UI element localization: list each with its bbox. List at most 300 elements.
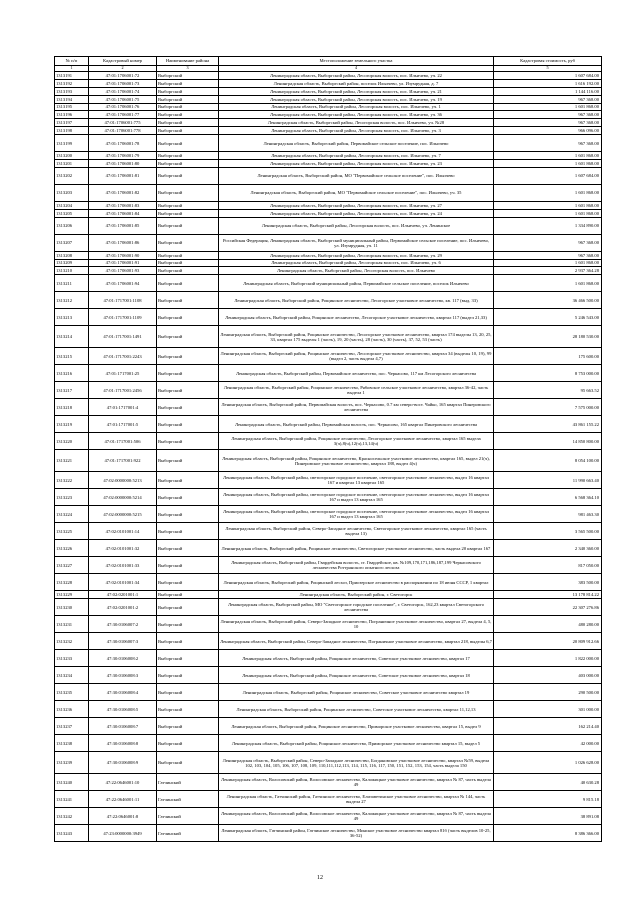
district-name: Выборгский (157, 127, 219, 135)
location-text: Ленинградская область, Выборгский район, Рощинское лесничество, Советское участковое лесничество, квартал 17 (219, 650, 494, 667)
row-number: 1313198 (55, 127, 89, 135)
table-row (55, 119, 602, 127)
table-row (55, 87, 602, 95)
cadastral-value: 8 753 000.00 (494, 365, 602, 382)
cadastral-value: 1 822 000.00 (494, 650, 602, 667)
district-name: Выборгский (157, 399, 219, 416)
cadastral-number: 47:02:0000000:5213 (89, 472, 157, 489)
cadastral-value-table (54, 56, 602, 842)
table-header-row (55, 57, 602, 66)
district-name: Выборгский (157, 259, 219, 267)
cadastral-number: 47:01:1717001:2456 (89, 382, 157, 399)
location-text: Ленинградская область, Выборгский район, Северо-Западное лесничество, Богдановское участковое лесничество, квартал №59, выдела 102, 103, 104, 105, 106, 107, 108, 109, 110,111,112,113, 114, 115, 116, 117, 150, 151, 152, 153, 154, часть выдела 150 (219, 752, 494, 774)
location-text: Ленинградская область, Выборгский район, Лесогорская волость, пос. Ильичево, уч. 7 (219, 152, 494, 160)
district-name: Выборгский (157, 234, 219, 251)
cadastral-number: 47:01:1706001:82 (89, 184, 157, 201)
row-number: 1313210 (55, 267, 89, 275)
location-text: Российская Федерация, Ленинградская область, Выборгский муниципальный район, Первомайское сельское поселение, пос. Ильичево, ул. Изумрудная, уч. 11 (219, 234, 494, 251)
cadastral-value: 40 630.28 (494, 774, 602, 791)
district-name: Выборгский (157, 217, 219, 234)
table-row (55, 135, 602, 152)
location-text: Ленинградская область, Выборгский район, Лесогорская волость, пос. Ильичево, уч. 6 (219, 259, 494, 267)
table-row (55, 450, 602, 472)
cadastral-number: 47:01:1706001:94 (89, 275, 157, 292)
cadastral-number: 47:02:0101001:34 (89, 574, 157, 591)
district-name: Выборгский (157, 382, 219, 399)
row-number: 1313195 (55, 103, 89, 111)
table-row (55, 217, 602, 234)
page-number: 12 (317, 875, 323, 881)
table-row (55, 506, 602, 523)
cadastral-value: 967 368.00 (494, 135, 602, 152)
location-text: Ленинградская область, Волосовский район, Волосовское лесничество, Каложицкое участковое лесничество, квартал № 87, часть выдела 49 (219, 808, 494, 825)
cadastral-value: 14 850 800.00 (494, 433, 602, 450)
row-number: 1313207 (55, 234, 89, 251)
table-row (55, 184, 602, 201)
location-text: Ленинградская область, Выборгский район, Первомайская волость, пос. Черкасово, 0.7 км северо-вост. Чайко, 165 квартал Пинеровского лесничества (219, 399, 494, 416)
table-row (55, 616, 602, 633)
table-row (55, 365, 602, 382)
district-name: Выборгский (157, 616, 219, 633)
location-text: Ленинградская область, Выборгский район, МО "Первомайское сельское поселение", пос. Ильичево (219, 167, 494, 184)
cadastral-number: 47:22:0646001:8 (89, 808, 157, 825)
table-row (55, 774, 602, 791)
location-text: Ленинградская область, Гатчинский район, Гатчинское лесничество, Елизаветинское участковое лесничество, квартал № 144, часть выдела 27 (219, 791, 494, 808)
location-text: Ленинградская область, Выборгский район, г. Светогорск (219, 591, 494, 599)
location-text: Ленинградская область, Выборгский район, Лесогорская волость, пос. Ильичево, уч. 22 (219, 72, 494, 80)
table-row (55, 111, 602, 119)
district-name: Гатчинский (157, 825, 219, 842)
row-number: 1313225 (55, 523, 89, 540)
location-text: Ленинградская область, Выборгский район, Рощинское лесничество, Лесогорское участковое лесничество, квартал 165 выдела 3(ч),8(ч),12(ч),13,14(ч) (219, 433, 494, 450)
table-row (55, 79, 602, 87)
location-text: Ленинградская область, Выборгский район, Северо-Западное лесничество, Светогорское участковое лесничество, квартал 165 (часть выдела 13) (219, 523, 494, 540)
cadastral-value: 981 463.30 (494, 506, 602, 523)
table-row (55, 416, 602, 433)
district-name: Выборгский (157, 752, 219, 774)
table-row (55, 72, 602, 80)
cadastral-number: 47:02:0000000:5214 (89, 489, 157, 506)
cadastral-value: 1 616 192.00 (494, 79, 602, 87)
row-number: 1313215 (55, 348, 89, 365)
location-text: Ленинградская область, Выборгский район, Рощинское лесничество, Рябовское сельское участковое лесничество, квартал 36-42, часть выдела 1 (219, 382, 494, 399)
column-index: 4 (219, 66, 494, 72)
district-name: Выборгский (157, 167, 219, 184)
location-text: Ленинградская область, Выборгский район, Лесогорская волость, пос. Ильичево, уч. 23 (219, 160, 494, 168)
row-number: 1313193 (55, 87, 89, 95)
column-index: 3 (157, 66, 219, 72)
cadastral-number: 47:02:0101001:33 (89, 557, 157, 574)
cadastral-value: 2 937 364.28 (494, 267, 602, 275)
table-row (55, 791, 602, 808)
cadastral-number: 47:02:0101001:14 (89, 523, 157, 540)
district-name: Выборгский (157, 557, 219, 574)
district-name: Выборгский (157, 472, 219, 489)
district-name: Выборгский (157, 152, 219, 160)
cadastral-number: 47:30:0106008:5 (89, 701, 157, 718)
row-number: 1313229 (55, 591, 89, 599)
location-text: Ленинградская область, Выборгский район, Рощинское лесничество, Советское участковое лесничество квартал 19 (219, 684, 494, 701)
cadastral-number: 47:01:1706001:93 (89, 267, 157, 275)
cadastral-value: 3 565 500.00 (494, 523, 602, 540)
row-number: 1313201 (55, 160, 89, 168)
cadastral-value: 42 000.00 (494, 735, 602, 752)
cadastral-value: 967 368.00 (494, 251, 602, 259)
cadastral-number: 47:01:1706001:79 (89, 152, 157, 160)
district-name: Выборгский (157, 650, 219, 667)
district-name: Выборгский (157, 184, 219, 201)
row-number: 1313235 (55, 684, 89, 701)
location-text: Ленинградская область, Выборгский район, Лесогорская волость, пос. Ильичево, уч. 19 (219, 95, 494, 103)
row-number: 1313221 (55, 450, 89, 472)
location-text: Ленинградская область, Выборгский район, Лесогорская волость, пос. Ильичево, уч. Ленинское (219, 217, 494, 234)
location-text: Ленинградская область, Выборгский район, светогорское городское поселение, светогорское участковое лесничество, выдел 16 квартал 167 и квартал 13 квартал 165 (219, 472, 494, 489)
location-text: Ленинградская область, Выборгский район, Рощинское лесничество, Лесогорское участковое лесничество, квартал 34 (выделы 10, 19), 99 (выдел 2, часть выдела 4,7) (219, 348, 494, 365)
cadastral-number: 47:01:1717001:506 (89, 433, 157, 450)
table-row (55, 160, 602, 168)
row-number: 1313222 (55, 472, 89, 489)
district-name: Выборгский (157, 309, 219, 326)
cadastral-value: 13 178 814.22 (494, 591, 602, 599)
row-number: 1313227 (55, 557, 89, 574)
cadastral-value: 383 500.00 (494, 574, 602, 591)
cadastral-number: 47:30:0106008:8 (89, 735, 157, 752)
table-row (55, 259, 602, 267)
district-name: Гатчинский (157, 808, 219, 825)
location-text: Ленинградская область, Выборгский район, Рощинское лесничество, Приморское участковое лесничество квартал 15, выдел 5 (219, 735, 494, 752)
row-number: 1313212 (55, 292, 89, 309)
row-number: 1313233 (55, 650, 89, 667)
district-name: Выборгский (157, 119, 219, 127)
table-row (55, 472, 602, 489)
cadastral-value: 967 368.00 (494, 111, 602, 119)
district-name: Выборгский (157, 416, 219, 433)
location-text: Ленинградская область, Выборгский район, Северо-Западное лесничество, Пограничное участковое лесничество, квартал 27, выдела 4, 5, 10 (219, 616, 494, 633)
header-district: Наименование района (157, 57, 219, 66)
district-name: Выборгский (157, 701, 219, 718)
cadastral-number: 47:01:1706001:86 (89, 234, 157, 251)
table-row (55, 825, 602, 842)
location-text: Ленинградская область, Выборгский район, Рощинское лесничество, Лесогорское участковое лесничество, квартал 117 (выдел 21,33) (219, 309, 494, 326)
table-row (55, 127, 602, 135)
cadastral-number: 47:01:1706001:80 (89, 160, 157, 168)
district-name: Выборгский (157, 160, 219, 168)
cadastral-value: 966 096.00 (494, 127, 602, 135)
cadastral-value: 175 600.00 (494, 348, 602, 365)
table-row (55, 275, 602, 292)
location-text: Ленинградская область, Выборгский муниципальный район, Первомайское сельское поселение, поселок Ильичево (219, 275, 494, 292)
district-name: Выборгский (157, 591, 219, 599)
row-number: 1313194 (55, 95, 89, 103)
table-row (55, 348, 602, 365)
row-number: 1313218 (55, 399, 89, 416)
district-name: Выборгский (157, 523, 219, 540)
district-name: Выборгский (157, 111, 219, 119)
table-row (55, 167, 602, 184)
cadastral-number: 47:23:0000000:3949 (89, 825, 157, 842)
cadastral-value: 480 280.00 (494, 616, 602, 633)
table-row (55, 209, 602, 217)
cadastral-value: 28 180 530.00 (494, 326, 602, 348)
cadastral-number: 47:02:0000000:5215 (89, 506, 157, 523)
cadastral-number: 47:01:1706001:90 (89, 251, 157, 259)
cadastral-value: 1 144 116.00 (494, 87, 602, 95)
cadastral-value: 95 663.52 (494, 382, 602, 399)
cadastral-number: 47:30:0106008:9 (89, 752, 157, 774)
location-text: Ленинградская область, Выборгский район, Первомайское лесничество, пос. Черкасово, 117 км Лесогорского лесничества (219, 365, 494, 382)
cadastral-value: 1 601 868.00 (494, 103, 602, 111)
location-text: Ленинградская область, Выборгский район, Гвардейская волость, ст. Гвардейское, кв. №109,170,171,186,187,199 Черкасовского лесничества Роттранского опытного лесхоза (219, 557, 494, 574)
row-number: 1313211 (55, 275, 89, 292)
cadastral-number: 47:01:1717001:1108 (89, 292, 157, 309)
cadastral-value: 1 601 868.00 (494, 184, 602, 201)
table-row (55, 251, 602, 259)
cadastral-value: 1 334 890.00 (494, 217, 602, 234)
location-text: Ленинградская область, Выборгский район, Первомайское сельское поселение, пос. Ильичево (219, 135, 494, 152)
cadastral-value: 8 386 366.00 (494, 825, 602, 842)
cadastral-value: 967 368.00 (494, 234, 602, 251)
cadastral-value: 967 368.00 (494, 119, 602, 127)
table-row (55, 591, 602, 599)
row-number: 1313203 (55, 184, 89, 201)
cadastral-value: 20 809 912.66 (494, 633, 602, 650)
cadastral-value: 11 990 663.40 (494, 472, 602, 489)
cadastral-value: 6 568 364.10 (494, 489, 602, 506)
row-number: 1313224 (55, 506, 89, 523)
cadastral-number: 47:30:0106008:4 (89, 684, 157, 701)
cadastral-value: 38 891.08 (494, 808, 602, 825)
location-text: Ленинградская область, Выборгский район, светогорское городское поселение, светогорское участковое лесничество, выдел 16 квартал 167 и выдел 13 квартал 165 (219, 506, 494, 523)
district-name: Выборгский (157, 718, 219, 735)
table-row (55, 667, 602, 684)
row-number: 1313238 (55, 735, 89, 752)
district-name: Выборгский (157, 599, 219, 616)
row-number: 1313220 (55, 433, 89, 450)
table-row (55, 523, 602, 540)
cadastral-value: 36 466 500.00 (494, 292, 602, 309)
column-index: 2 (89, 66, 157, 72)
cadastral-number: 47:01:1706001:83 (89, 201, 157, 209)
cadastral-number: 47:01:1717001:2243 (89, 348, 157, 365)
cadastral-value: 1 601 868.00 (494, 152, 602, 160)
cadastral-number: 47:01:1706001:74 (89, 87, 157, 95)
cadastral-number: 47:02:0201001:2 (89, 599, 157, 616)
location-text: Ленинградская область, Выборгский район, Рощинское лесничество, Приморское участковое лесничество, квартал 15, выдел 9 (219, 718, 494, 735)
cadastral-value: 817 050.00 (494, 557, 602, 574)
district-name: Выборгский (157, 684, 219, 701)
district-name: Выборгский (157, 574, 219, 591)
cadastral-number: 47:01:1717001:1491 (89, 326, 157, 348)
row-number: 1313241 (55, 791, 89, 808)
district-name: Выборгский (157, 506, 219, 523)
cadastral-number: 47:30:0106007:3 (89, 633, 157, 650)
table-row (55, 599, 602, 616)
cadastral-value: 290 500.00 (494, 684, 602, 701)
district-name: Выборгский (157, 292, 219, 309)
cadastral-number: 47:01:1717001:1109 (89, 309, 157, 326)
district-name: Выборгский (157, 87, 219, 95)
district-name: Выборгский (157, 326, 219, 348)
cadastral-value: 7 575 000.00 (494, 399, 602, 416)
location-text: Ленинградская область, Выборгский район, Первомайская волость, пос. Черкасово, 165 квартал Пинеровского лесничества (219, 416, 494, 433)
district-name: Выборгский (157, 540, 219, 557)
cadastral-value: 1 601 868.00 (494, 209, 602, 217)
table-body (55, 72, 602, 842)
header-cadastral-value: Кадастровая стоимость, руб (494, 57, 602, 66)
district-name: Выборгский (157, 251, 219, 259)
row-number: 1313214 (55, 326, 89, 348)
district-name: Выборгский (157, 633, 219, 650)
cadastral-number: 47:01:1717001:25 (89, 365, 157, 382)
table-row (55, 292, 602, 309)
cadastral-number: 47:01:1706001:84 (89, 209, 157, 217)
cadastral-value: 967 368.00 (494, 95, 602, 103)
table-row (55, 267, 602, 275)
district-name: Выборгский (157, 667, 219, 684)
table-row (55, 433, 602, 450)
table-row (55, 808, 602, 825)
row-number: 1313206 (55, 217, 89, 234)
cadastral-number: 47:30:0106007:2 (89, 616, 157, 633)
location-text: Ленинградская область, Выборгский район, Лесогорская волость, пос. Ильичево, уч. 29 (219, 251, 494, 259)
cadastral-value: 1 607 684.00 (494, 72, 602, 80)
table-row (55, 326, 602, 348)
table-row (55, 701, 602, 718)
district-name: Выборгский (157, 95, 219, 103)
column-index: 1 (55, 66, 89, 72)
cadastral-value: 1 607 684.00 (494, 167, 602, 184)
location-text: Ленинградская область, Выборгский район, Лесогорская волость, пос. Ильичево, уч. №28 (219, 119, 494, 127)
table-row (55, 103, 602, 111)
location-text: Ленинградская область, Выборгский район, Лесогорская волость, пос. Ильичево, уч. 24 (219, 209, 494, 217)
cadastral-number: 47:01:1717001:922 (89, 450, 157, 472)
row-number: 1313232 (55, 633, 89, 650)
district-name: Выборгский (157, 489, 219, 506)
cadastral-value: 43 861 155.22 (494, 416, 602, 433)
row-number: 1313205 (55, 209, 89, 217)
cadastral-value: 301 000.00 (494, 701, 602, 718)
table-row (55, 234, 602, 251)
cadastral-number: 47:01:1706001:73 (89, 79, 157, 87)
location-text: Ленинградская область, Выборгский район, Лесогорская волость, пос. Ильичево, уч. 27 (219, 201, 494, 209)
table-row (55, 718, 602, 735)
table-row (55, 557, 602, 574)
cadastral-number: 47:30:0106008:3 (89, 667, 157, 684)
location-text: Ленинградская область, Выборгский район, МО "Светогорское городское поселение", г. Светогорск, 162,23 квартал Светогорского лесничества (219, 599, 494, 616)
cadastral-number: 47:01:1706001:77 (89, 111, 157, 119)
table-row (55, 201, 602, 209)
cadastral-value: 1 026 628.00 (494, 752, 602, 774)
row-number: 1313219 (55, 416, 89, 433)
row-number: 1313191 (55, 72, 89, 80)
cadastral-value: 1 601 868.00 (494, 160, 602, 168)
location-text: Ленинградская область, Гатчинский район, Гатчинское лесничество, Минское участковое лесничество квартал 81б (часть выделов 10-25, 36-52) (219, 825, 494, 842)
table-row (55, 399, 602, 416)
row-number: 1313236 (55, 701, 89, 718)
row-number: 1313200 (55, 152, 89, 160)
header-cadastral-number: Кадастровый номер (89, 57, 157, 66)
location-text: Ленинградская область, Выборгский район, Рощинское лесничество, Лесогорское участковое лесничество, квартал 174 выделы 13, 20, 25, 33, квартал 175 выделы 1 (часть), 19, 20 (часть), 28 (часть), 30 (часть), 37, 52, 53 (часть) (219, 326, 494, 348)
row-number: 1313217 (55, 382, 89, 399)
table-row (55, 540, 602, 557)
row-number: 1313230 (55, 599, 89, 616)
location-text: Ленинградская область, Выборгский район, Лесогорская волость, пос. Ильичево, уч. 1 (219, 103, 494, 111)
cadastral-number: 47:22:0646001:10 (89, 774, 157, 791)
row-number: 1313243 (55, 825, 89, 842)
row-number: 1313242 (55, 808, 89, 825)
district-name: Выборгский (157, 201, 219, 209)
district-name: Гатчинский (157, 791, 219, 808)
district-name: Выборгский (157, 735, 219, 752)
location-text: Ленинградская область, Выборгский район, поселок Ильичево, ул. Изумрудная, д. 7 (219, 79, 494, 87)
row-number: 1313204 (55, 201, 89, 209)
row-number: 1313199 (55, 135, 89, 152)
district-name: Выборгский (157, 209, 219, 217)
location-text: Ленинградская область, Выборгский район, Лесогорская волость, пос. Ильичево (219, 267, 494, 275)
table-row (55, 633, 602, 650)
location-text: Ленинградская область, Выборгский район, Лесогорская волость, пос. Ильичево, уч. 21 (219, 87, 494, 95)
table-row (55, 489, 602, 506)
row-number: 1313237 (55, 718, 89, 735)
district-name: Выборгский (157, 135, 219, 152)
cadastral-number: 47:22:0646001:11 (89, 791, 157, 808)
table-row (55, 735, 602, 752)
district-name: Выборгский (157, 348, 219, 365)
location-text: Ленинградская область, Выборгский район, Рощинское лесничество, Советское участковое лесничество, квартал 11,12,13 (219, 701, 494, 718)
location-text: Ленинградская область, Выборгский район, Рощинское лесничество, Красносельское участковое лесничество, квартал 165, выдел 21(ч), Пинеровское участковое лесничество, квартал 188, выдел 4(ч) (219, 450, 494, 472)
row-number: 1313234 (55, 667, 89, 684)
location-text: Ленинградская область, Выборгский район, Рощинский лесхоз, Приозерское лесничество в распоряжении по 18 июня СССР, 1 квартал (219, 574, 494, 591)
district-name: Гатчинский (157, 774, 219, 791)
table-row (55, 382, 602, 399)
row-number: 1313196 (55, 111, 89, 119)
cadastral-value: 1 601 868.00 (494, 259, 602, 267)
table-row (55, 684, 602, 701)
cadastral-value: 1 601 868.00 (494, 275, 602, 292)
column-index: 5 (494, 66, 602, 72)
district-name: Выборгский (157, 103, 219, 111)
table-row (55, 574, 602, 591)
cadastral-number: 47:30:0106008:2 (89, 650, 157, 667)
table-row (55, 650, 602, 667)
cadastral-number: 47:01:1717001:5 (89, 416, 157, 433)
district-name: Выборгский (157, 267, 219, 275)
cadastral-value: 9 815.18 (494, 791, 602, 808)
cadastral-number: 47:02:0201001:1 (89, 591, 157, 599)
row-number: 1313209 (55, 259, 89, 267)
location-text: Ленинградская область, Выборгский район, Рощинское лесничество, Светогорское участковое лесничество, часть выдела 20 квартал 167 (219, 540, 494, 557)
district-name: Выборгский (157, 79, 219, 87)
table-row (55, 752, 602, 774)
header-number: № п/п (55, 57, 89, 66)
row-number: 1313213 (55, 309, 89, 326)
district-name: Выборгский (157, 72, 219, 80)
cadastral-value: 2 340 360.00 (494, 540, 602, 557)
district-name: Выборгский (157, 450, 219, 472)
cadastral-value: 5 246 543.00 (494, 309, 602, 326)
location-text: Ленинградская область, Волосовский район, Волосовское лесничество, Каложицкое участковое лесничество, квартал № 87, часть выдела 49 (219, 774, 494, 791)
row-number: 1313216 (55, 365, 89, 382)
cadastral-number: 47:02:0101001:32 (89, 540, 157, 557)
header-location: Местоположение земельного участка (219, 57, 494, 66)
location-text: Ленинградская область, Выборгский район, светогорское городское поселение, светогорское участковое лесничество, выдел 16 квартал 167 и выдел 13 квартал 165 (219, 489, 494, 506)
row-number: 1313231 (55, 616, 89, 633)
row-number: 1313192 (55, 79, 89, 87)
cadastral-number: 47:01:1706001:778 (89, 127, 157, 135)
cadastral-value: 8 054 100.00 (494, 450, 602, 472)
cadastral-value: 403 000.00 (494, 667, 602, 684)
cadastral-number: 47:01:1706001:75 (89, 95, 157, 103)
